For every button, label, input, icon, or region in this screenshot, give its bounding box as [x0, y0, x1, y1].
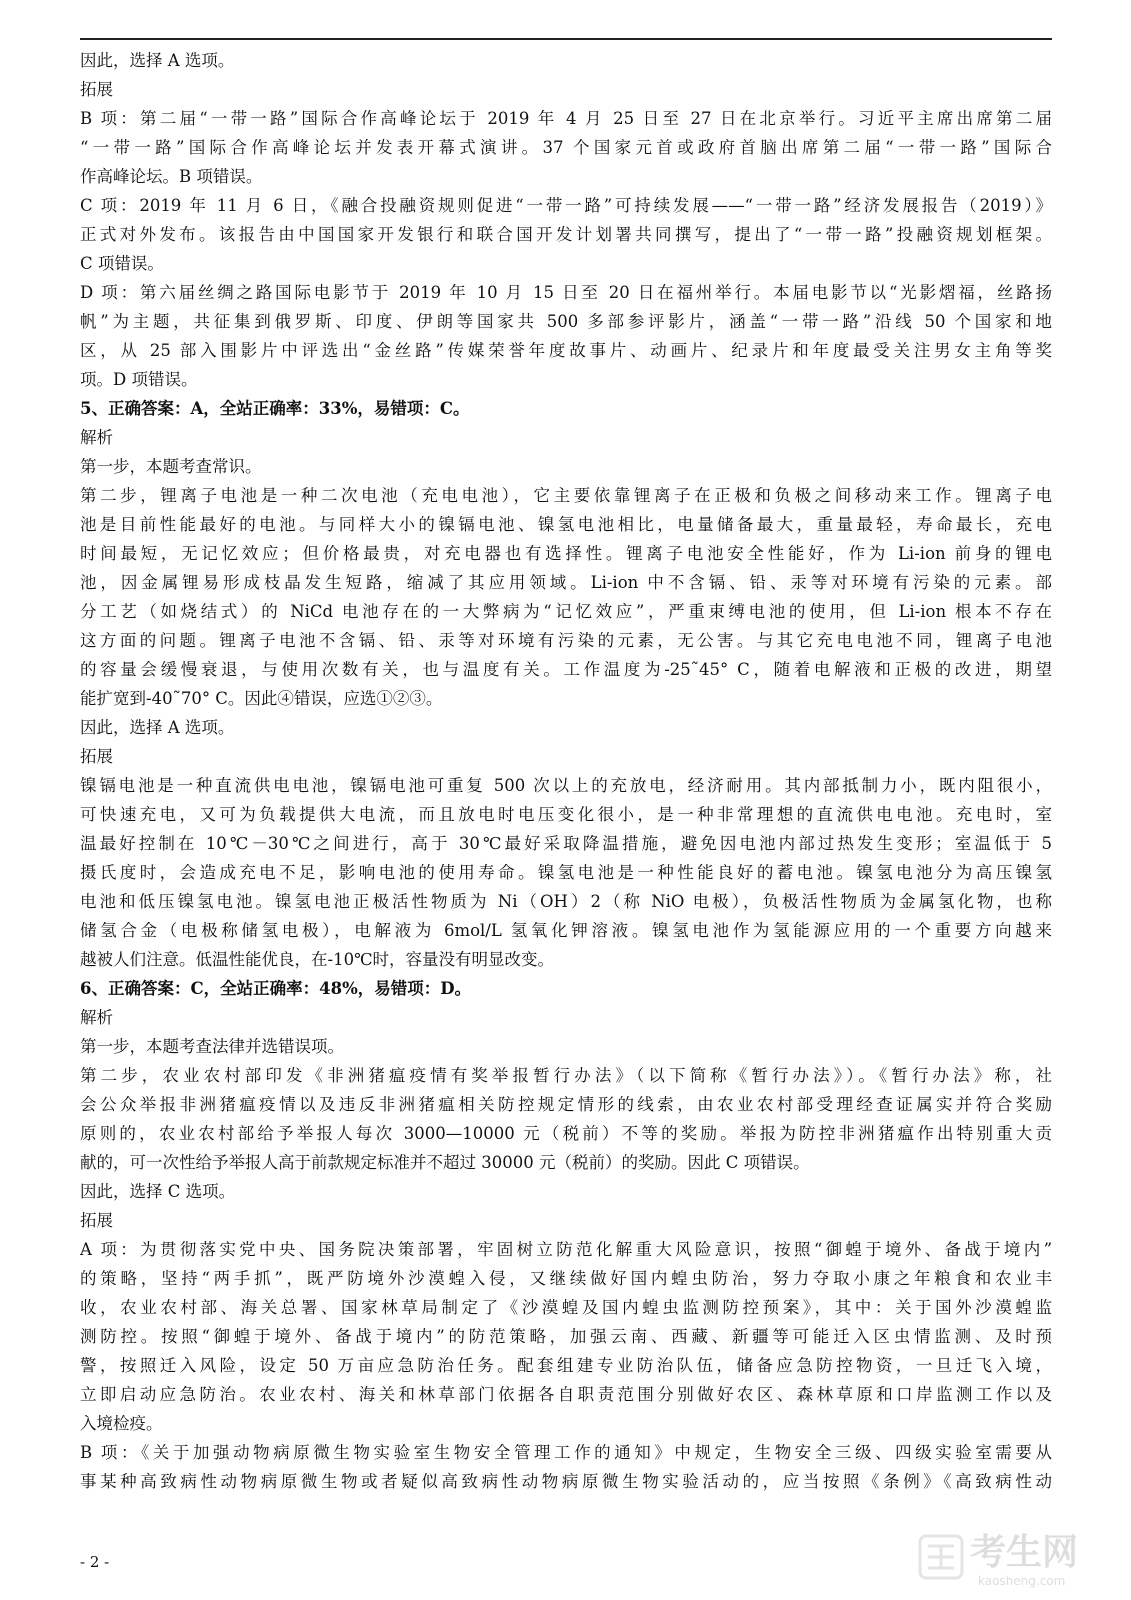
- text-line: 原则的，农业农村部给予举报人每次 3000—10000 元（税前）不等的奖励。举报为防控非洲猪瘟作出特别重大贡: [80, 1124, 1052, 1143]
- text-line: 可快速充电，又可为负载提供大电流，而且放电时电压变化很小，是一种非常理想的直流供电电池。充电时，室: [80, 805, 1052, 824]
- text-line: 分工艺（如烧结式）的 NiCd 电池存在的一大弊病为“记忆效应”，严重束缚电池的使用，但 Li-ion 根本不存在: [80, 602, 1052, 621]
- text-line: 拓展: [80, 747, 113, 766]
- text-line: D 项：第六届丝绸之路国际电影节于 2019 年 10 月 15 日至 20 日在福州举行。本届电影节以“光影熠福，丝路扬: [80, 283, 1052, 302]
- answer-heading-line: 5、正确答案：A，全站正确率：33%，易错项：C。: [80, 399, 470, 418]
- text-line: 池，因金属锂易形成枝晶发生短路，缩减了其应用领域。Li-ion 中不含镉、铅、汞等对环境有污染的元素。部: [80, 573, 1052, 592]
- text-line: 献的，可一次性给予举报人高于前款规定标准并不超过 30000 元（税前）的奖励。因此 C 项错误。: [80, 1153, 810, 1172]
- text-line: 储氢合金（电极称储氢电极），电解液为 6mol/L 氢氧化钾溶液。镍氢电池作为氢能源应用的一个重要方向越来: [80, 921, 1052, 940]
- text-line: 正式对外发布。该报告由中国国家开发银行和联合国开发计划署共同撰写，提出了“一带一路”投融资规划框架。: [80, 225, 1052, 244]
- watermark: [918, 1532, 1118, 1592]
- text-line: 的容量会缓慢衰退，与使用次数有关，也与温度有关。工作温度为-25˜45° C，随着电解液和正极的改进，期望: [80, 660, 1052, 679]
- text-line: A 项：为贯彻落实党中央、国务院决策部署，牢固树立防范化解重大风险意识，按照“御蝗于境外、备战于境内”: [80, 1240, 1052, 1259]
- answer-heading-line: 6、正确答案：C，全站正确率：48%，易错项：D。: [80, 979, 472, 998]
- text-line: 温最好控制在 10℃－30℃之间进行，高于 30℃最好采取降温措施，避免因电池内部过热发生变形；室温低于 5: [80, 834, 1052, 853]
- text-line: C 项：2019 年 11 月 6 日，《融合投融资规则促进“一带一路”可持续发展——“一带一路”经济发展报告（2019）》: [80, 196, 1052, 215]
- text-line: 事某种高致病性动物病原微生物或者疑似高致病性动物病原微生物实验活动的，应当按照《条例》《高致病性动: [80, 1472, 1052, 1491]
- text-line: 第二步，锂离子电池是一种二次电池（充电电池），它主要依靠锂离子在正极和负极之间移动来工作。锂离子电: [80, 486, 1052, 505]
- text-line: 会公众举报非洲猪瘟疫情以及违反非洲猪瘟相关防控规定情形的线索，由农业农村部受理经查证属实并符合奖励: [80, 1095, 1052, 1114]
- page-number: - 2 -: [80, 1553, 110, 1571]
- text-line: 解析: [80, 1008, 113, 1027]
- text-line: 立即启动应急防治。农业农村、海关和林草部门依据各自职责范围分别做好农区、森林草原和口岸监测工作以及: [80, 1385, 1052, 1404]
- text-line: 时间最短，无记忆效应；但价格最贵，对充电器也有选择性。锂离子电池安全性能好，作为 Li-ion 前身的锂电: [80, 544, 1052, 563]
- text-line: 第一步，本题考查常识。: [80, 457, 262, 476]
- text-line: 因此，选择 A 选项。: [80, 51, 235, 70]
- text-line: 第二步，农业农村部印发《非洲猪瘟疫情有奖举报暂行办法》（以下简称《暂行办法》）。《暂行办法》称，社: [80, 1066, 1052, 1085]
- text-line: 区，从 25 部入围影片中评选出“金丝路”传媒荣誉年度故事片、动画片、纪录片和年度最受关注男女主角等奖: [80, 341, 1052, 360]
- text-line: 第一步，本题考查法律并选错误项。: [80, 1037, 344, 1056]
- text-line: 的策略，坚持“两手抓”，既严防境外沙漠蝗入侵，又继续做好国内蝗虫防治，努力夺取小康之年粮食和农业丰: [80, 1269, 1052, 1288]
- text-line: 这方面的问题。锂离子电池不含镉、铅、汞等对环境有污染的元素，无公害。与其它充电电池不同，锂离子电池: [80, 631, 1052, 650]
- text-line: 入境检疫。: [80, 1414, 163, 1433]
- text-line: 项。D 项错误。: [80, 370, 198, 389]
- text-line: 解析: [80, 428, 113, 447]
- text-line: 池是目前性能最好的电池。与同样大小的镍镉电池、镍氢电池相比，电量储备最大，重量最轻，寿命最长，充电: [80, 515, 1052, 534]
- watermark-logo-icon: [918, 1534, 964, 1580]
- text-line: 测防控。按照“御蝗于境外、备战于境内”的防范策略，加强云南、西藏、新疆等可能迁入区虫情监测、及时预: [80, 1327, 1052, 1346]
- text-line: “一带一路”国际合作高峰论坛并发表开幕式演讲。37 个国家元首或政府首脑出席第二届“一带一路”国际合: [80, 138, 1052, 157]
- text-line: 因此，选择 A 选项。: [80, 718, 235, 737]
- text-line: 能扩宽到-40˜70° C。因此④错误，应选①②③。: [80, 689, 443, 708]
- text-line: 帆”为主题，共征集到俄罗斯、印度、伊朗等国家共 500 多部参评影片，涵盖“一带一路”沿线 50 个国家和地: [80, 312, 1052, 331]
- text-line: 收，农业农村部、海关总署、国家林草局制定了《沙漠蝗及国内蝗虫监测防控预案》，其中：关于国外沙漠蝗监: [80, 1298, 1052, 1317]
- text-line: 作高峰论坛。B 项错误。: [80, 167, 263, 186]
- text-line: 电池和低压镍氢电池。镍氢电池正极活性物质为 Ni（OH）2（称 NiO 电极），负极活性物质为金属氢化物，也称: [80, 892, 1052, 911]
- watermark-url: kaosheng.com: [978, 1574, 1066, 1588]
- text-line: 拓展: [80, 1211, 113, 1230]
- text-line: 警，按照迁入风险，设定 50 万亩应急防治任务。配套组建专业防治队伍，储备应急防控物资，一旦迁飞入境，: [80, 1356, 1052, 1375]
- text-line: C 项错误。: [80, 254, 164, 273]
- document-body: [80, 46, 1052, 1496]
- text-line: B 项：《关于加强动物病原微生物实验室生物安全管理工作的通知》中规定，生物安全三级、四级实验室需要从: [80, 1443, 1052, 1462]
- text-line: 因此，选择 C 选项。: [80, 1182, 236, 1201]
- watermark-brand: 考生网: [970, 1532, 1079, 1573]
- text-line: 摄氏度时，会造成充电不足，影响电池的使用寿命。镍氢电池是一种性能良好的蓄电池。镍氢电池分为高压镍氢: [80, 863, 1052, 882]
- header-rule: [80, 38, 1052, 40]
- text-line: B 项：第二届“一带一路”国际合作高峰论坛于 2019 年 4 月 25 日至 27 日在北京举行。习近平主席出席第二届: [80, 109, 1052, 128]
- text-line: 拓展: [80, 80, 113, 99]
- text-line: 镍镉电池是一种直流供电电池，镍镉电池可重复 500 次以上的充放电，经济耐用。其内部抵制力小，既内阻很小，: [80, 776, 1052, 795]
- text-line: 越被人们注意。低温性能优良，在-10℃时，容量没有明显改变。: [80, 950, 555, 969]
